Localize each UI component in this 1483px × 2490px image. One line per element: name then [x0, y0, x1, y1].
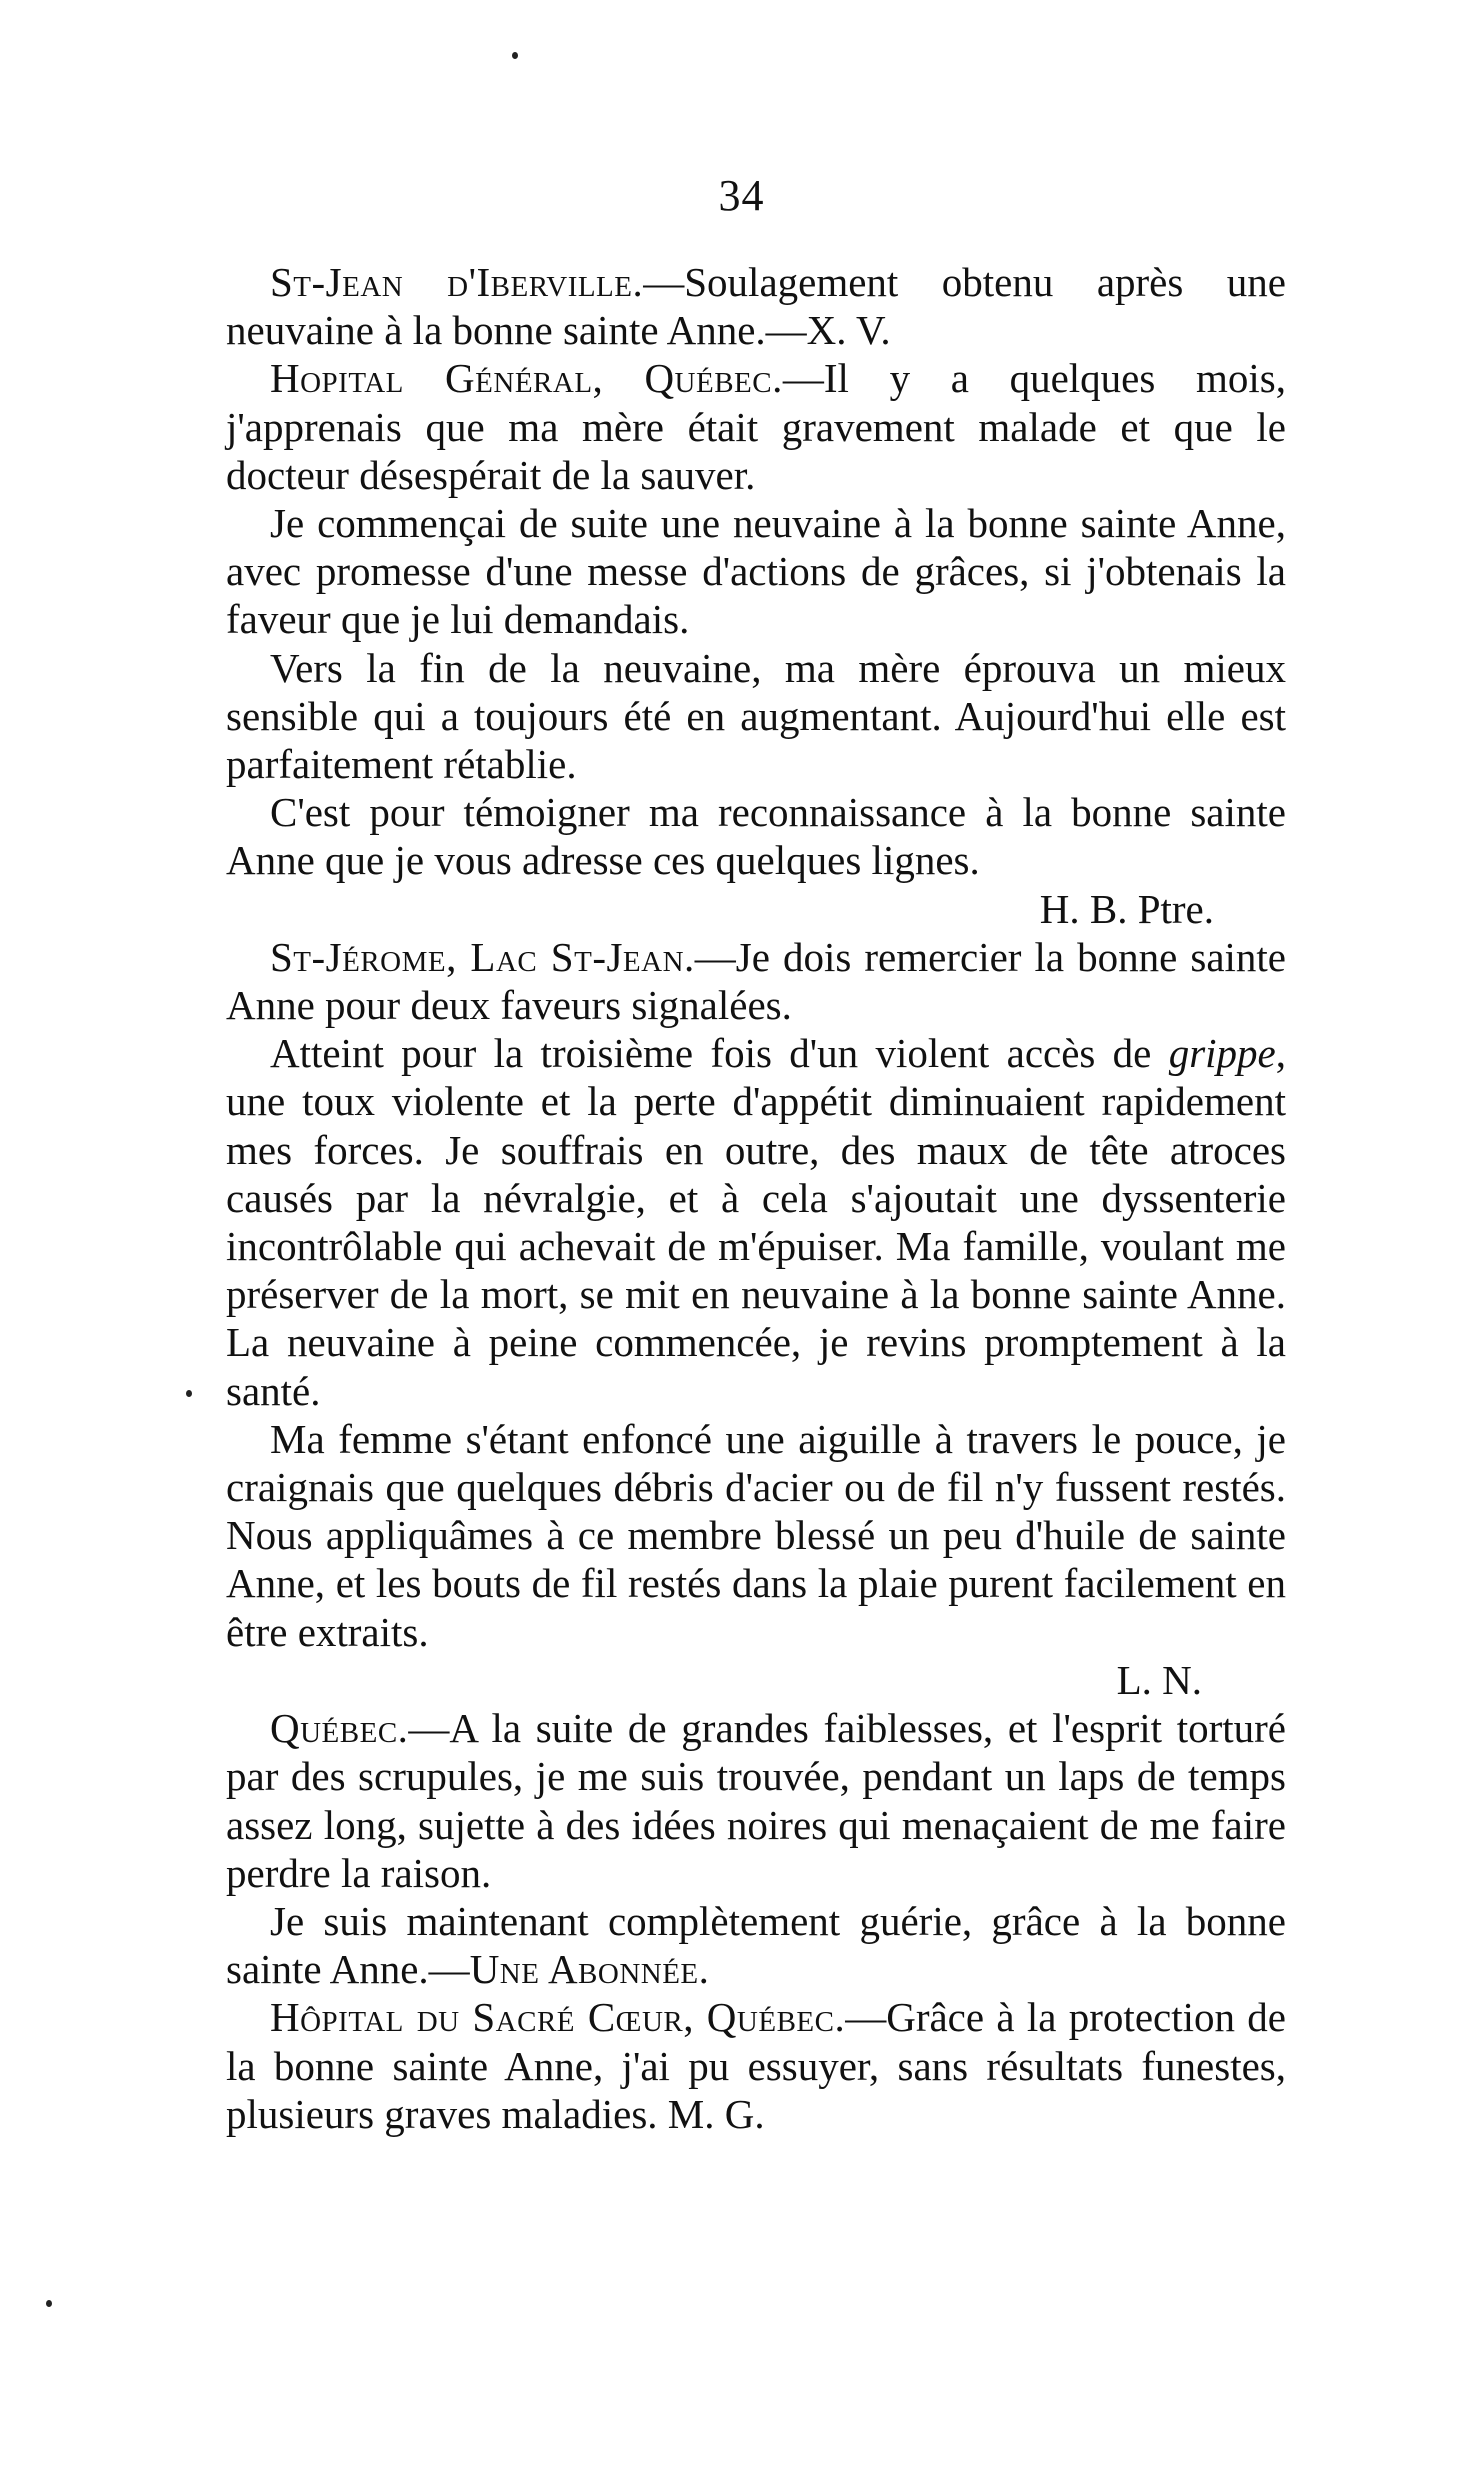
signature: Une Abonnée.	[469, 1946, 710, 1993]
paragraph-text: , une toux violente et la perte d'appétit diminuaient rapidement mes forces. Je souffrais en outre, des maux de tête atroces causés par la névralgie, et à cela s'ajoutait une dyssenterie incontrôlable qui achevait de m'épuiser. Ma famille, voulant me préserver de la mort, se mit en neuvaine à la bonne sainte Anne. La neuvaine à peine commencée, je revins promptement à la santé.	[226, 1030, 1286, 1414]
entry-hopital-sacre-coeur	[226, 1993, 1286, 2138]
paragraph: Je commençai de suite une neuvaine à la bonne sainte Anne, avec promesse d'une messe d'actions de grâces, si j'obtenais la faveur que je lui demandais.	[226, 500, 1286, 643]
paragraph-text: Atteint pour la troisième fois d'un violent accès de	[270, 1030, 1169, 1077]
entry-text: —Je dois remercier la bonne sainte Anne pour deux faveurs signalées.	[226, 933, 1287, 1029]
entry-st-jean	[226, 258, 1286, 354]
paragraph-text: Je suis maintenant complètement guérie, grâce à la bonne sainte Anne.—	[226, 1897, 1286, 1993]
entry-quebec	[226, 1704, 1286, 1897]
page-body	[226, 258, 1286, 2138]
ink-speck	[186, 1390, 192, 1397]
entry-st-jerome	[226, 933, 1286, 1029]
entry-hopital-general	[226, 354, 1286, 499]
paragraph: Vers la fin de la neuvaine, ma mère éprouva un mieux sensible qui a toujours été en augmentant. Aujourd'hui elle est parfaitement rétablie.	[226, 644, 1286, 788]
paragraph	[226, 1029, 1286, 1415]
paragraph: C'est pour témoigner ma reconnaissance à la bonne sainte Anne que je vous adresse ces quelques lignes.	[226, 789, 1286, 884]
paragraph	[226, 1897, 1286, 1993]
entry-text: —Il y a quelques mois, j'apprenais que ma mère était gravement malade et que le docteur désespérait de la sauver.	[226, 355, 1286, 498]
ink-speck	[512, 52, 518, 59]
ink-speck	[46, 2300, 52, 2307]
signature: L. N.	[1116, 1656, 1202, 1703]
entry-place: Hôpital du Sacré Cœur, Québec.	[270, 1994, 846, 2041]
entry-text: —Soulagement obtenu après une neuvaine à la bonne sainte Anne.—X. V.	[226, 259, 1286, 354]
entry-place: Hopital Général, Québec.	[270, 355, 783, 402]
page-number: 34	[718, 171, 765, 220]
emphasis-text: grippe	[1168, 1030, 1276, 1077]
entry-place: St-Jérome, Lac St-Jean.	[270, 933, 695, 980]
entry-place: Québec.	[270, 1705, 409, 1752]
entry-text: —Grâce à la protection de la bonne sainte Anne, j'ai pu essuyer, sans résultats funestes, plusieurs graves maladies. M. G.	[226, 1994, 1286, 2137]
entry-place: St-Jean d'Iberville.	[270, 259, 644, 305]
signature: H. B. Ptre.	[1039, 885, 1214, 932]
entry-text: —A la suite de grandes faiblesses, et l'esprit torturé par des scrupules, je me suis trouvée, pendant un laps de temps assez long, sujette à des idées noires qui menaçaient de me faire perdre la raison.	[226, 1705, 1286, 1896]
paragraph: Ma femme s'étant enfoncé une aiguille à travers le pouce, je craignais que quelques débris d'acier ou de fil n'y fussent restés. Nous appliquâmes à ce membre blessé un peu d'huile de sainte Anne, et les bouts de fil restés dans la plaie purent facilement en être extraits.	[226, 1415, 1286, 1655]
